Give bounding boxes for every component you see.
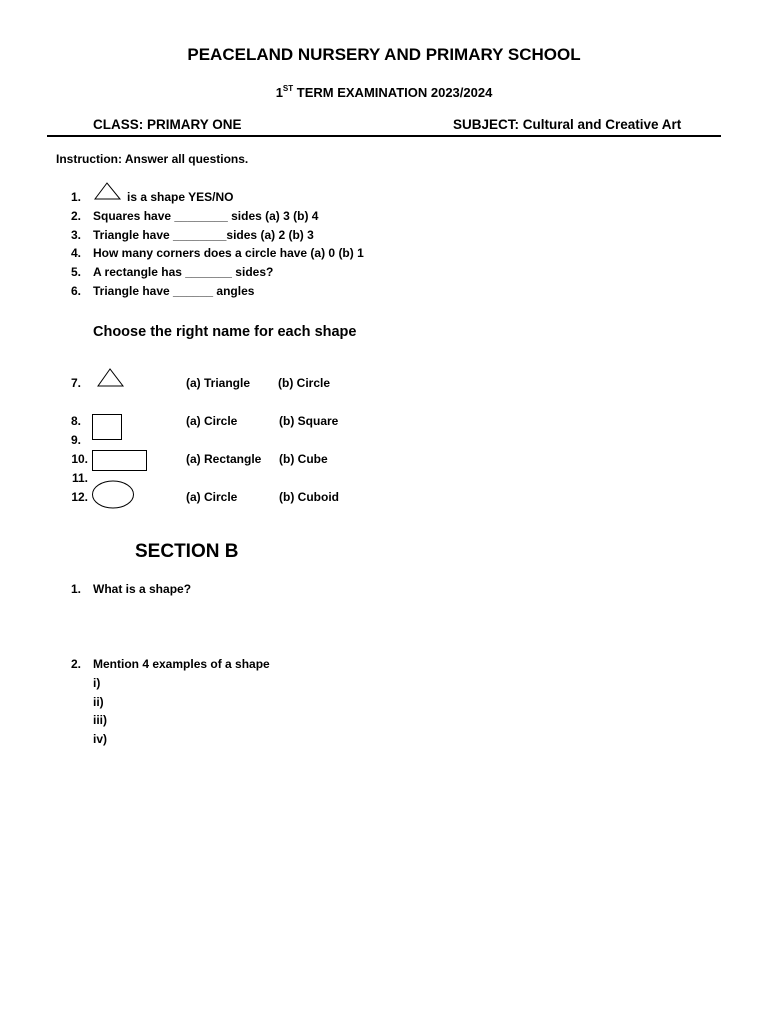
question-text: is a shape YES/NO [127, 190, 234, 204]
answer-line: ii) [93, 695, 104, 709]
question-text: Mention 4 examples of a shape [93, 657, 270, 671]
option-b: (b) Cube [279, 452, 328, 466]
option-a: (a) Rectangle [186, 452, 262, 466]
question-number: 8. [70, 414, 81, 428]
subject-label: SUBJECT: Cultural and Creative Art [453, 117, 682, 132]
question-text: How many corners does a circle have (a) 0 (b) 1 [93, 246, 364, 260]
header-divider [47, 135, 721, 137]
question-number: 5. [70, 265, 81, 279]
choose-heading: Choose the right name for each shape [93, 324, 357, 340]
class-label: CLASS: PRIMARY ONE [93, 117, 242, 132]
answer-line: iv) [93, 732, 108, 746]
question-number: 6. [70, 284, 81, 298]
question-number: 1. [70, 582, 81, 596]
exam-title [0, 84, 768, 100]
question-text: Triangle have ______ angles [93, 284, 255, 298]
question-number: 10. [71, 452, 88, 466]
option-a: (a) Circle [186, 490, 238, 504]
question-text: A rectangle has _______ sides? [93, 265, 274, 279]
option-b: (b) Circle [278, 376, 331, 390]
rectangle-icon [92, 450, 148, 472]
instruction-text: Instruction: Answer all questions. [56, 152, 249, 166]
school-name: PEACELAND NURSERY AND PRIMARY SCHOOL [187, 45, 581, 64]
option-b: (b) Square [279, 414, 339, 428]
question-number: 1. [70, 190, 81, 204]
term-suffix: ST [282, 84, 294, 93]
question-number: 7. [70, 376, 81, 390]
section-b-title: SECTION B [135, 541, 239, 562]
question-number: 9. [70, 433, 81, 447]
question-number: 3. [70, 228, 81, 242]
triangle-icon [97, 368, 125, 388]
question-number: 2. [70, 657, 81, 671]
question-number: 4. [70, 246, 81, 260]
triangle-icon [94, 182, 122, 200]
square-icon [92, 414, 123, 441]
question-text: Squares have ________ sides (a) 3 (b) 4 [93, 209, 319, 223]
oval-icon [92, 480, 135, 510]
option-a: (a) Triangle [186, 376, 251, 390]
question-number: 2. [70, 209, 81, 223]
option-b: (b) Cuboid [279, 490, 339, 504]
term-number: 1 [275, 85, 283, 100]
question-number: 12. [71, 490, 88, 504]
answer-line: iii) [93, 713, 107, 727]
question-text: What is a shape? [93, 582, 192, 596]
question-text: Triangle have ________sides (a) 2 (b) 3 [93, 228, 314, 242]
term-rest: TERM EXAMINATION 2023/2024 [293, 85, 493, 100]
option-a: (a) Circle [186, 414, 238, 428]
answer-line: i) [93, 676, 101, 690]
question-number: 11. [71, 471, 88, 485]
